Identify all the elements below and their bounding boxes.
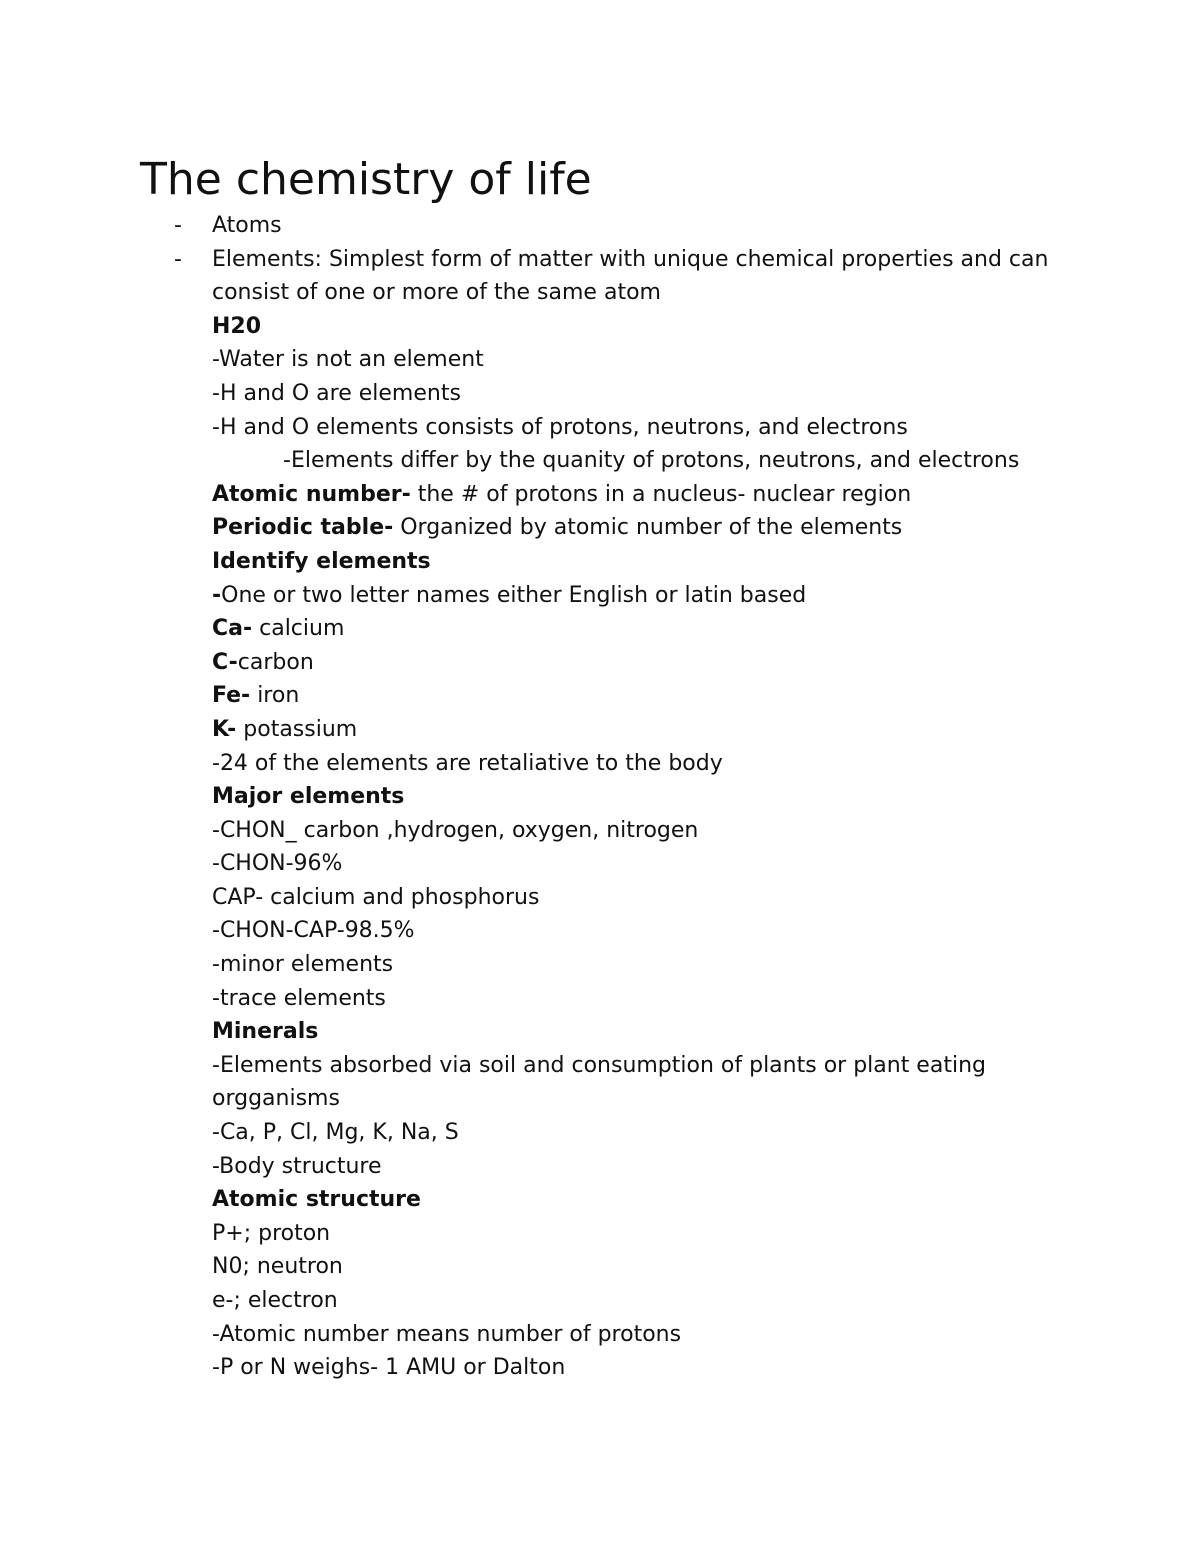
term: - bbox=[212, 582, 222, 608]
text-line: e-; electron bbox=[212, 1288, 338, 1313]
section-heading bbox=[0, 1015, 1200, 1049]
term: Atomic number- bbox=[212, 481, 411, 507]
bullet-item bbox=[0, 209, 1200, 243]
text-line: -24 of the elements are retaliative to the body bbox=[212, 750, 723, 776]
section-heading bbox=[0, 545, 1200, 579]
definition-line bbox=[0, 646, 1200, 680]
term: Ca- bbox=[212, 616, 253, 642]
text-line: -CHON-96% bbox=[212, 851, 343, 877]
text-line: -H and O elements consists of protons, neutrons, and electrons bbox=[212, 414, 908, 440]
text-line: -Ca, P, Cl, Mg, K, Na, S bbox=[212, 1120, 459, 1146]
text-line: -Body structure bbox=[212, 1153, 382, 1179]
text-line-indented: -Elements differ by the quanity of protons, neutrons, and electrons bbox=[283, 448, 1020, 474]
term: C- bbox=[212, 649, 238, 675]
text-line: -minor elements bbox=[212, 952, 394, 978]
definition: potassium bbox=[236, 716, 358, 742]
text-line: -Elements absorbed via soil and consumption of plants or plant eating bbox=[212, 1052, 986, 1078]
definition-line bbox=[0, 679, 1200, 713]
text-line: N0; neutron bbox=[212, 1254, 343, 1280]
text-line: -CHON-CAP-98.5% bbox=[212, 918, 415, 944]
definition: calcium bbox=[252, 616, 345, 642]
heading-text: Identify elements bbox=[212, 548, 431, 574]
document-body bbox=[0, 209, 1200, 1385]
definition: the # of protons in a nucleus- nuclear region bbox=[410, 481, 912, 507]
heading-text: Atomic structure bbox=[212, 1187, 421, 1213]
section-heading bbox=[0, 1183, 1200, 1217]
section-heading bbox=[0, 310, 1200, 344]
definition-line bbox=[0, 478, 1200, 512]
text-line: -H and O are elements bbox=[212, 380, 461, 406]
heading-text: Minerals bbox=[212, 1019, 319, 1045]
heading-text: H20 bbox=[212, 313, 262, 339]
document-title: The chemistry of life bbox=[140, 154, 592, 205]
text-line: -CHON_ carbon ,hydrogen, oxygen, nitrogen bbox=[212, 817, 699, 843]
definition-line bbox=[0, 511, 1200, 545]
text-line: consist of one or more of the same atom bbox=[212, 280, 661, 306]
definition-line bbox=[0, 713, 1200, 747]
term: Periodic table- bbox=[212, 515, 394, 541]
text-line: -trace elements bbox=[212, 985, 386, 1011]
bullet-marker: - bbox=[174, 213, 182, 238]
heading-text: Major elements bbox=[212, 784, 405, 810]
text-line: P+; proton bbox=[212, 1220, 331, 1246]
bullet-marker: - bbox=[174, 246, 182, 272]
definition: carbon bbox=[237, 649, 314, 675]
bullet-text: Elements: Simplest form of matter with unique chemical properties and can bbox=[212, 246, 1049, 272]
text-line: CAP- calcium and phosphorus bbox=[212, 884, 540, 910]
definition: One or two letter names either English or latin based bbox=[221, 582, 807, 608]
text-line: -Water is not an element bbox=[212, 347, 484, 373]
section-heading bbox=[0, 780, 1200, 814]
definition-line bbox=[0, 612, 1200, 646]
definition: Organized by atomic number of the elements bbox=[393, 515, 903, 541]
text-line: -Atomic number means number of protons bbox=[212, 1321, 682, 1347]
bullet-item bbox=[0, 243, 1200, 277]
text-line: -P or N weighs- 1 AMU or Dalton bbox=[212, 1355, 566, 1381]
term: Fe- bbox=[212, 683, 251, 709]
definition-line bbox=[0, 579, 1200, 613]
text-line: orgganisms bbox=[212, 1086, 340, 1112]
definition: iron bbox=[250, 683, 300, 709]
bullet-text: Atoms bbox=[212, 213, 282, 238]
term: K- bbox=[212, 716, 237, 742]
